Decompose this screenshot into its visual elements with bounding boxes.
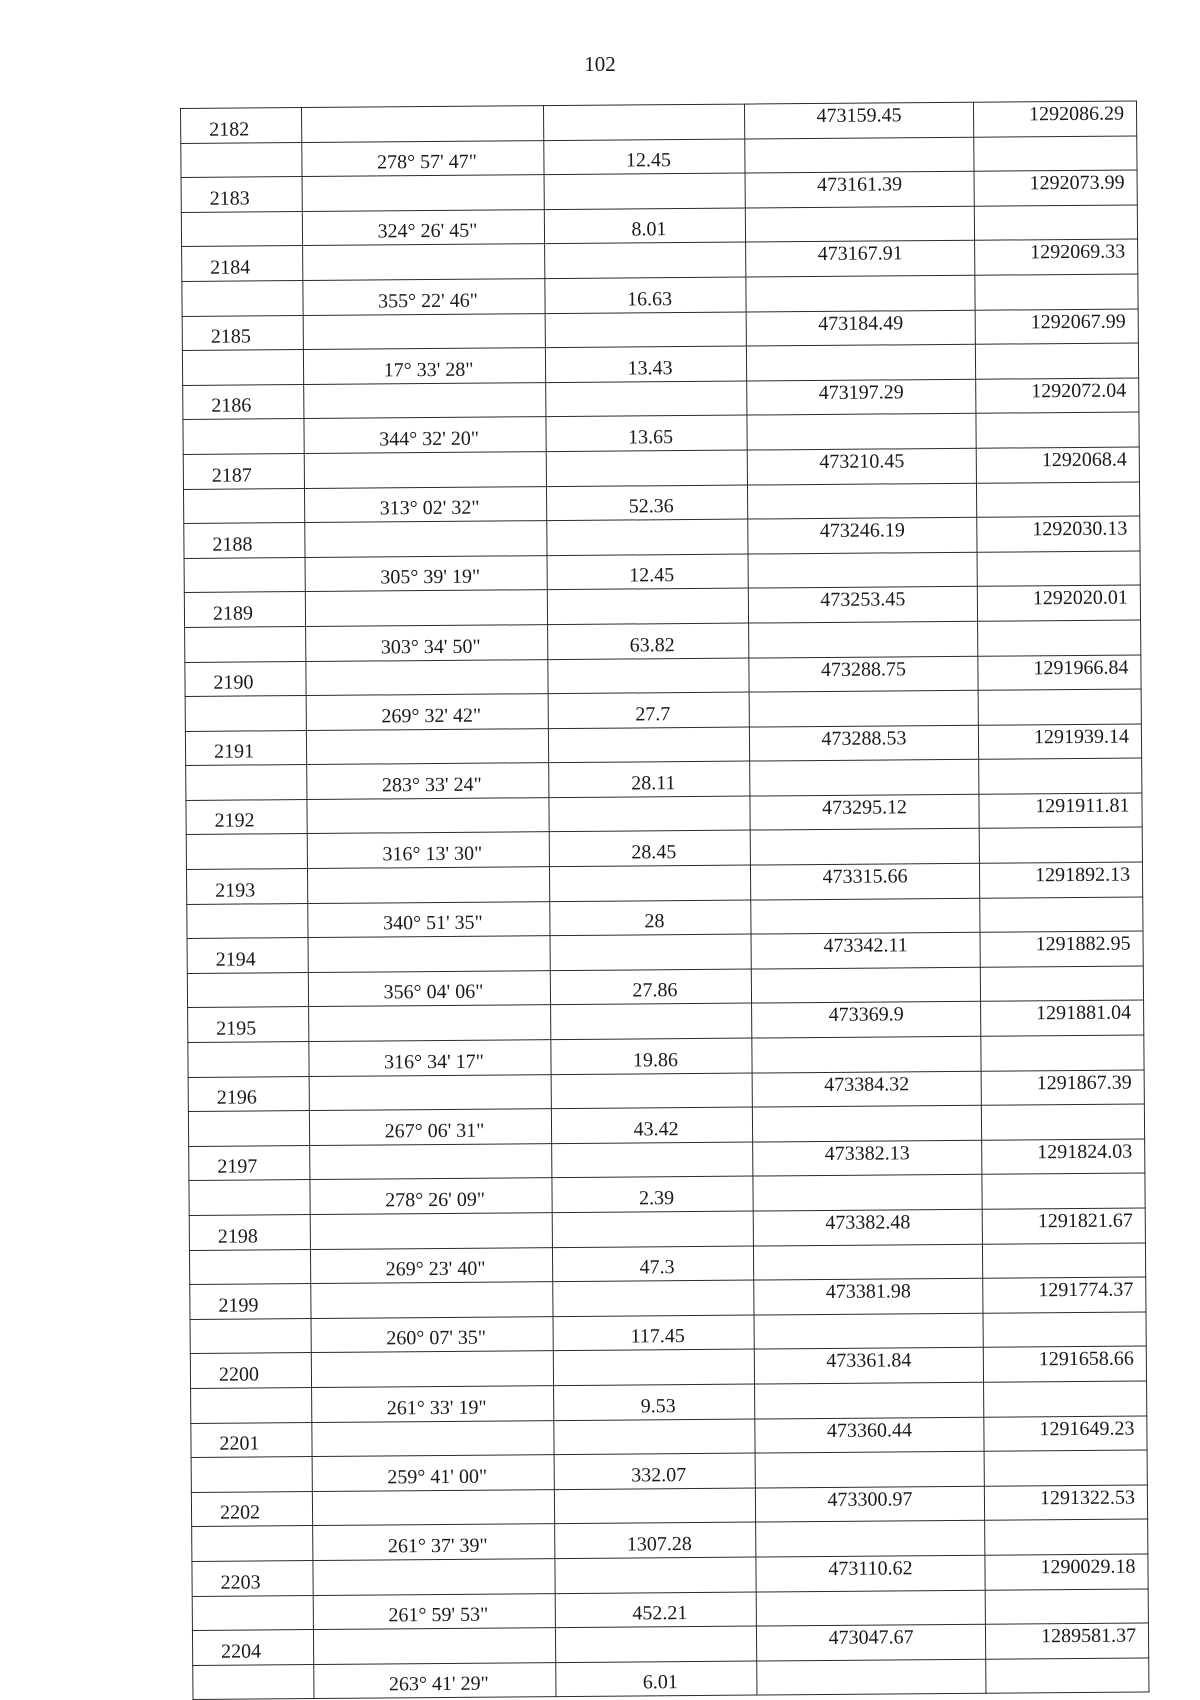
empty-cell [311, 1351, 553, 1387]
empty-cell [189, 1180, 310, 1216]
empty-cell [975, 343, 1138, 379]
bearing-cell: 356° 04' 06" [308, 970, 550, 1006]
empty-cell [307, 797, 549, 833]
empty-cell [306, 659, 548, 695]
easting-cell: 473159.45 [744, 102, 973, 138]
bearing-cell: 340° 51' 35" [308, 901, 550, 937]
empty-cell [311, 1282, 553, 1318]
empty-cell [757, 1659, 986, 1695]
northing-cell: 1289581.37 [985, 1623, 1148, 1659]
traverse-leg-row [193, 1658, 1149, 1700]
easting-cell: 473369.9 [752, 1002, 981, 1038]
empty-cell [553, 1349, 754, 1385]
bearing-cell: 324° 26' 45" [302, 209, 544, 245]
empty-cell [548, 658, 749, 694]
easting-cell: 473246.19 [748, 517, 977, 553]
empty-cell [554, 1488, 755, 1524]
empty-cell [980, 966, 1143, 1002]
empty-cell [749, 621, 978, 657]
empty-cell [182, 350, 303, 386]
northing-cell: 1292073.99 [974, 170, 1137, 206]
northing-cell: 1292069.33 [975, 239, 1138, 275]
bearing-cell: 316° 13' 30" [307, 832, 549, 868]
empty-cell [982, 1173, 1145, 1209]
northing-cell: 1291966.84 [978, 654, 1141, 690]
distance-cell: 452.21 [555, 1592, 756, 1628]
empty-cell [745, 137, 974, 173]
survey-coordinates-table [180, 100, 1149, 1700]
bearing-cell: 260° 07' 35" [311, 1316, 553, 1352]
bearing-cell: 267° 06' 31" [309, 1109, 551, 1145]
station-cell: 2202 [191, 1491, 312, 1527]
bearing-cell: 355° 22' 46" [303, 279, 545, 315]
empty-cell [307, 867, 549, 903]
empty-cell [552, 1142, 753, 1178]
empty-cell [186, 765, 307, 801]
northing-cell: 1290029.18 [985, 1554, 1148, 1590]
empty-cell [975, 274, 1138, 310]
bearing-cell: 263° 41' 29" [314, 1662, 556, 1698]
distance-cell: 28 [550, 900, 751, 936]
station-cell: 2184 [182, 246, 303, 282]
empty-cell [751, 898, 980, 934]
empty-cell [754, 1313, 983, 1349]
empty-cell [752, 1105, 981, 1141]
empty-cell [302, 106, 544, 142]
bearing-cell: 305° 39' 19" [305, 555, 547, 591]
easting-cell: 473360.44 [755, 1417, 984, 1453]
empty-cell [554, 1419, 755, 1455]
distance-cell: 63.82 [548, 623, 749, 659]
distance-cell: 27.7 [548, 692, 749, 728]
northing-cell: 1291881.04 [981, 1000, 1144, 1036]
station-cell: 2204 [192, 1630, 313, 1666]
station-cell: 2190 [185, 661, 306, 697]
distance-cell: 43.42 [551, 1107, 752, 1143]
empty-cell [305, 521, 547, 557]
empty-cell [985, 1519, 1148, 1555]
northing-cell: 1291774.37 [983, 1277, 1146, 1313]
empty-cell [750, 829, 979, 865]
empty-cell [981, 1035, 1144, 1071]
distance-cell: 28.11 [549, 761, 750, 797]
empty-cell [979, 758, 1142, 794]
empty-cell [986, 1658, 1149, 1694]
empty-cell [552, 1211, 753, 1247]
table-body [181, 101, 1149, 1700]
empty-cell [752, 1036, 981, 1072]
empty-cell [546, 450, 747, 486]
empty-cell [183, 419, 304, 455]
distance-cell: 9.53 [554, 1384, 755, 1420]
easting-cell: 473253.45 [748, 587, 977, 623]
empty-cell [979, 827, 1142, 863]
empty-cell [985, 1588, 1148, 1624]
empty-cell [546, 381, 747, 417]
empty-cell [977, 551, 1140, 587]
empty-cell [984, 1381, 1147, 1417]
bearing-cell: 269° 23' 40" [310, 1247, 552, 1283]
empty-cell [756, 1590, 985, 1626]
empty-cell [188, 1111, 309, 1147]
empty-cell [544, 173, 745, 209]
easting-cell: 473382.48 [753, 1209, 982, 1245]
northing-cell: 1291821.67 [982, 1208, 1145, 1244]
empty-cell [553, 1280, 754, 1316]
empty-cell [181, 142, 302, 178]
distance-cell: 13.65 [546, 415, 747, 451]
empty-cell [191, 1457, 312, 1493]
bearing-cell: 313° 02' 32" [304, 486, 546, 522]
empty-cell [190, 1318, 311, 1354]
distance-cell: 12.45 [544, 139, 745, 175]
distance-cell: 27.86 [550, 969, 751, 1005]
northing-cell: 1291867.39 [981, 1070, 1144, 1106]
easting-cell: 473210.45 [747, 448, 976, 484]
empty-cell [187, 972, 308, 1008]
station-cell: 2188 [184, 523, 305, 559]
easting-cell: 473161.39 [745, 171, 974, 207]
empty-cell [748, 552, 977, 588]
empty-cell [980, 897, 1143, 933]
easting-cell: 473184.49 [746, 310, 975, 346]
empty-cell [755, 1451, 984, 1487]
page-number: 102 [584, 52, 616, 76]
empty-cell [543, 104, 744, 140]
northing-cell: 1291882.95 [980, 931, 1143, 967]
easting-cell: 473384.32 [752, 1071, 981, 1107]
station-cell: 2186 [183, 384, 304, 420]
northing-cell: 1291658.66 [983, 1346, 1146, 1382]
easting-cell: 473167.91 [746, 241, 975, 277]
empty-cell [184, 557, 305, 593]
empty-cell [313, 1628, 555, 1664]
easting-cell: 473110.62 [756, 1555, 985, 1591]
bearing-cell: 278° 26' 09" [310, 1178, 552, 1214]
empty-cell [745, 206, 974, 242]
empty-cell [753, 1244, 982, 1280]
northing-cell: 1292030.13 [977, 516, 1140, 552]
northing-cell: 1292068.4 [976, 447, 1139, 483]
empty-cell [976, 412, 1139, 448]
empty-cell [310, 1143, 552, 1179]
distance-cell: 2.39 [552, 1176, 753, 1212]
empty-cell [309, 1074, 551, 1110]
bearing-cell: 261° 37' 39" [313, 1524, 555, 1560]
station-cell: 2192 [186, 799, 307, 835]
empty-cell [308, 936, 550, 972]
northing-cell: 1292020.01 [977, 585, 1140, 621]
station-cell: 2197 [189, 1145, 310, 1181]
distance-cell: 12.45 [547, 554, 748, 590]
empty-cell [555, 1557, 756, 1593]
empty-cell [555, 1626, 756, 1662]
empty-cell [305, 590, 547, 626]
easting-cell: 473382.13 [753, 1140, 982, 1176]
distance-cell: 47.3 [552, 1246, 753, 1282]
northing-cell: 1291911.81 [979, 793, 1142, 829]
distance-cell: 19.86 [551, 1038, 752, 1074]
empty-cell [983, 1312, 1146, 1348]
empty-cell [302, 175, 544, 211]
station-cell: 2183 [181, 177, 302, 213]
empty-cell [192, 1526, 313, 1562]
empty-cell [747, 483, 976, 519]
empty-cell [756, 1521, 985, 1557]
bearing-cell: 261° 59' 53" [313, 1593, 555, 1629]
empty-cell [751, 967, 980, 1003]
bearing-cell: 259° 41' 00" [312, 1455, 554, 1491]
bearing-cell: 17° 33' 28" [303, 348, 545, 384]
empty-cell [304, 452, 546, 488]
bearing-cell: 344° 32' 20" [304, 417, 546, 453]
bearing-cell: 269° 32' 42" [306, 694, 548, 730]
station-cell: 2187 [183, 453, 304, 489]
northing-cell: 1291322.53 [984, 1485, 1147, 1521]
distance-cell: 28.45 [549, 831, 750, 867]
empty-cell [548, 727, 749, 763]
northing-cell: 1291892.13 [979, 862, 1142, 898]
easting-cell: 473295.12 [750, 794, 979, 830]
empty-cell [181, 211, 302, 247]
bearing-cell: 283° 33' 24" [307, 763, 549, 799]
empty-cell [303, 313, 545, 349]
easting-cell: 473288.53 [749, 725, 978, 761]
easting-cell: 473047.67 [756, 1624, 985, 1660]
distance-cell: 16.63 [545, 277, 746, 313]
empty-cell [185, 626, 306, 662]
empty-cell [753, 1175, 982, 1211]
bearing-cell: 278° 57' 47" [302, 140, 544, 176]
empty-cell [974, 205, 1137, 241]
station-cell: 2194 [187, 938, 308, 974]
empty-cell [312, 1420, 554, 1456]
empty-cell [186, 834, 307, 870]
empty-cell [191, 1387, 312, 1423]
empty-cell [303, 244, 545, 280]
easting-cell: 473197.29 [747, 379, 976, 415]
empty-cell [550, 934, 751, 970]
distance-cell: 117.45 [553, 1315, 754, 1351]
empty-cell [984, 1450, 1147, 1486]
empty-cell [549, 796, 750, 832]
empty-cell [185, 696, 306, 732]
bearing-cell: 261° 33' 19" [312, 1386, 554, 1422]
station-cell: 2196 [188, 1076, 309, 1112]
empty-cell [749, 690, 978, 726]
easting-cell: 473288.75 [749, 656, 978, 692]
empty-cell [976, 482, 1139, 518]
easting-cell: 473342.11 [751, 932, 980, 968]
bearing-cell: 316° 34' 17" [309, 1040, 551, 1076]
distance-cell: 8.01 [544, 208, 745, 244]
station-cell: 2185 [182, 315, 303, 351]
empty-cell [978, 620, 1141, 656]
empty-cell [189, 1249, 310, 1285]
northing-cell: 1292067.99 [975, 309, 1138, 345]
empty-cell [978, 689, 1141, 725]
empty-cell [551, 1003, 752, 1039]
empty-cell [981, 1104, 1144, 1140]
empty-cell [755, 1382, 984, 1418]
empty-cell [750, 760, 979, 796]
empty-cell [188, 1042, 309, 1078]
station-cell: 2201 [191, 1422, 312, 1458]
easting-cell: 473315.66 [750, 863, 979, 899]
station-cell: 2200 [190, 1353, 311, 1389]
distance-cell: 1307.28 [555, 1522, 756, 1558]
northing-cell: 1291649.23 [984, 1416, 1147, 1452]
empty-cell [746, 275, 975, 311]
distance-cell: 6.01 [556, 1661, 757, 1697]
station-cell: 2193 [186, 869, 307, 905]
empty-cell [182, 281, 303, 317]
northing-cell: 1292086.29 [973, 101, 1136, 137]
empty-cell [545, 312, 746, 348]
station-cell: 2191 [185, 730, 306, 766]
station-cell: 2195 [188, 1007, 309, 1043]
station-cell: 2199 [190, 1284, 311, 1320]
empty-cell [545, 242, 746, 278]
distance-cell: 13.43 [545, 346, 746, 382]
station-cell: 2189 [184, 592, 305, 628]
empty-cell [982, 1243, 1145, 1279]
bearing-cell: 303° 34' 50" [306, 625, 548, 661]
empty-cell [974, 136, 1137, 172]
empty-cell [547, 588, 748, 624]
station-cell: 2203 [192, 1560, 313, 1596]
station-cell: 2198 [189, 1215, 310, 1251]
empty-cell [193, 1664, 314, 1700]
northing-cell: 1291824.03 [982, 1139, 1145, 1175]
empty-cell [304, 382, 546, 418]
empty-cell [549, 865, 750, 901]
distance-cell: 332.07 [554, 1453, 755, 1489]
empty-cell [312, 1489, 554, 1525]
empty-cell [306, 728, 548, 764]
easting-cell: 473361.84 [754, 1348, 983, 1384]
empty-cell [187, 903, 308, 939]
station-cell: 2182 [181, 108, 302, 144]
empty-cell [183, 488, 304, 524]
empty-cell [309, 1005, 551, 1041]
empty-cell [747, 414, 976, 450]
empty-cell [547, 519, 748, 555]
northing-cell: 1292072.04 [976, 378, 1139, 414]
empty-cell [310, 1213, 552, 1249]
easting-cell: 473300.97 [755, 1486, 984, 1522]
empty-cell [192, 1595, 313, 1631]
empty-cell [551, 1073, 752, 1109]
empty-cell [746, 344, 975, 380]
empty-cell [313, 1559, 555, 1595]
northing-cell: 1291939.14 [978, 724, 1141, 760]
distance-cell: 52.36 [546, 485, 747, 521]
easting-cell: 473381.98 [754, 1278, 983, 1314]
